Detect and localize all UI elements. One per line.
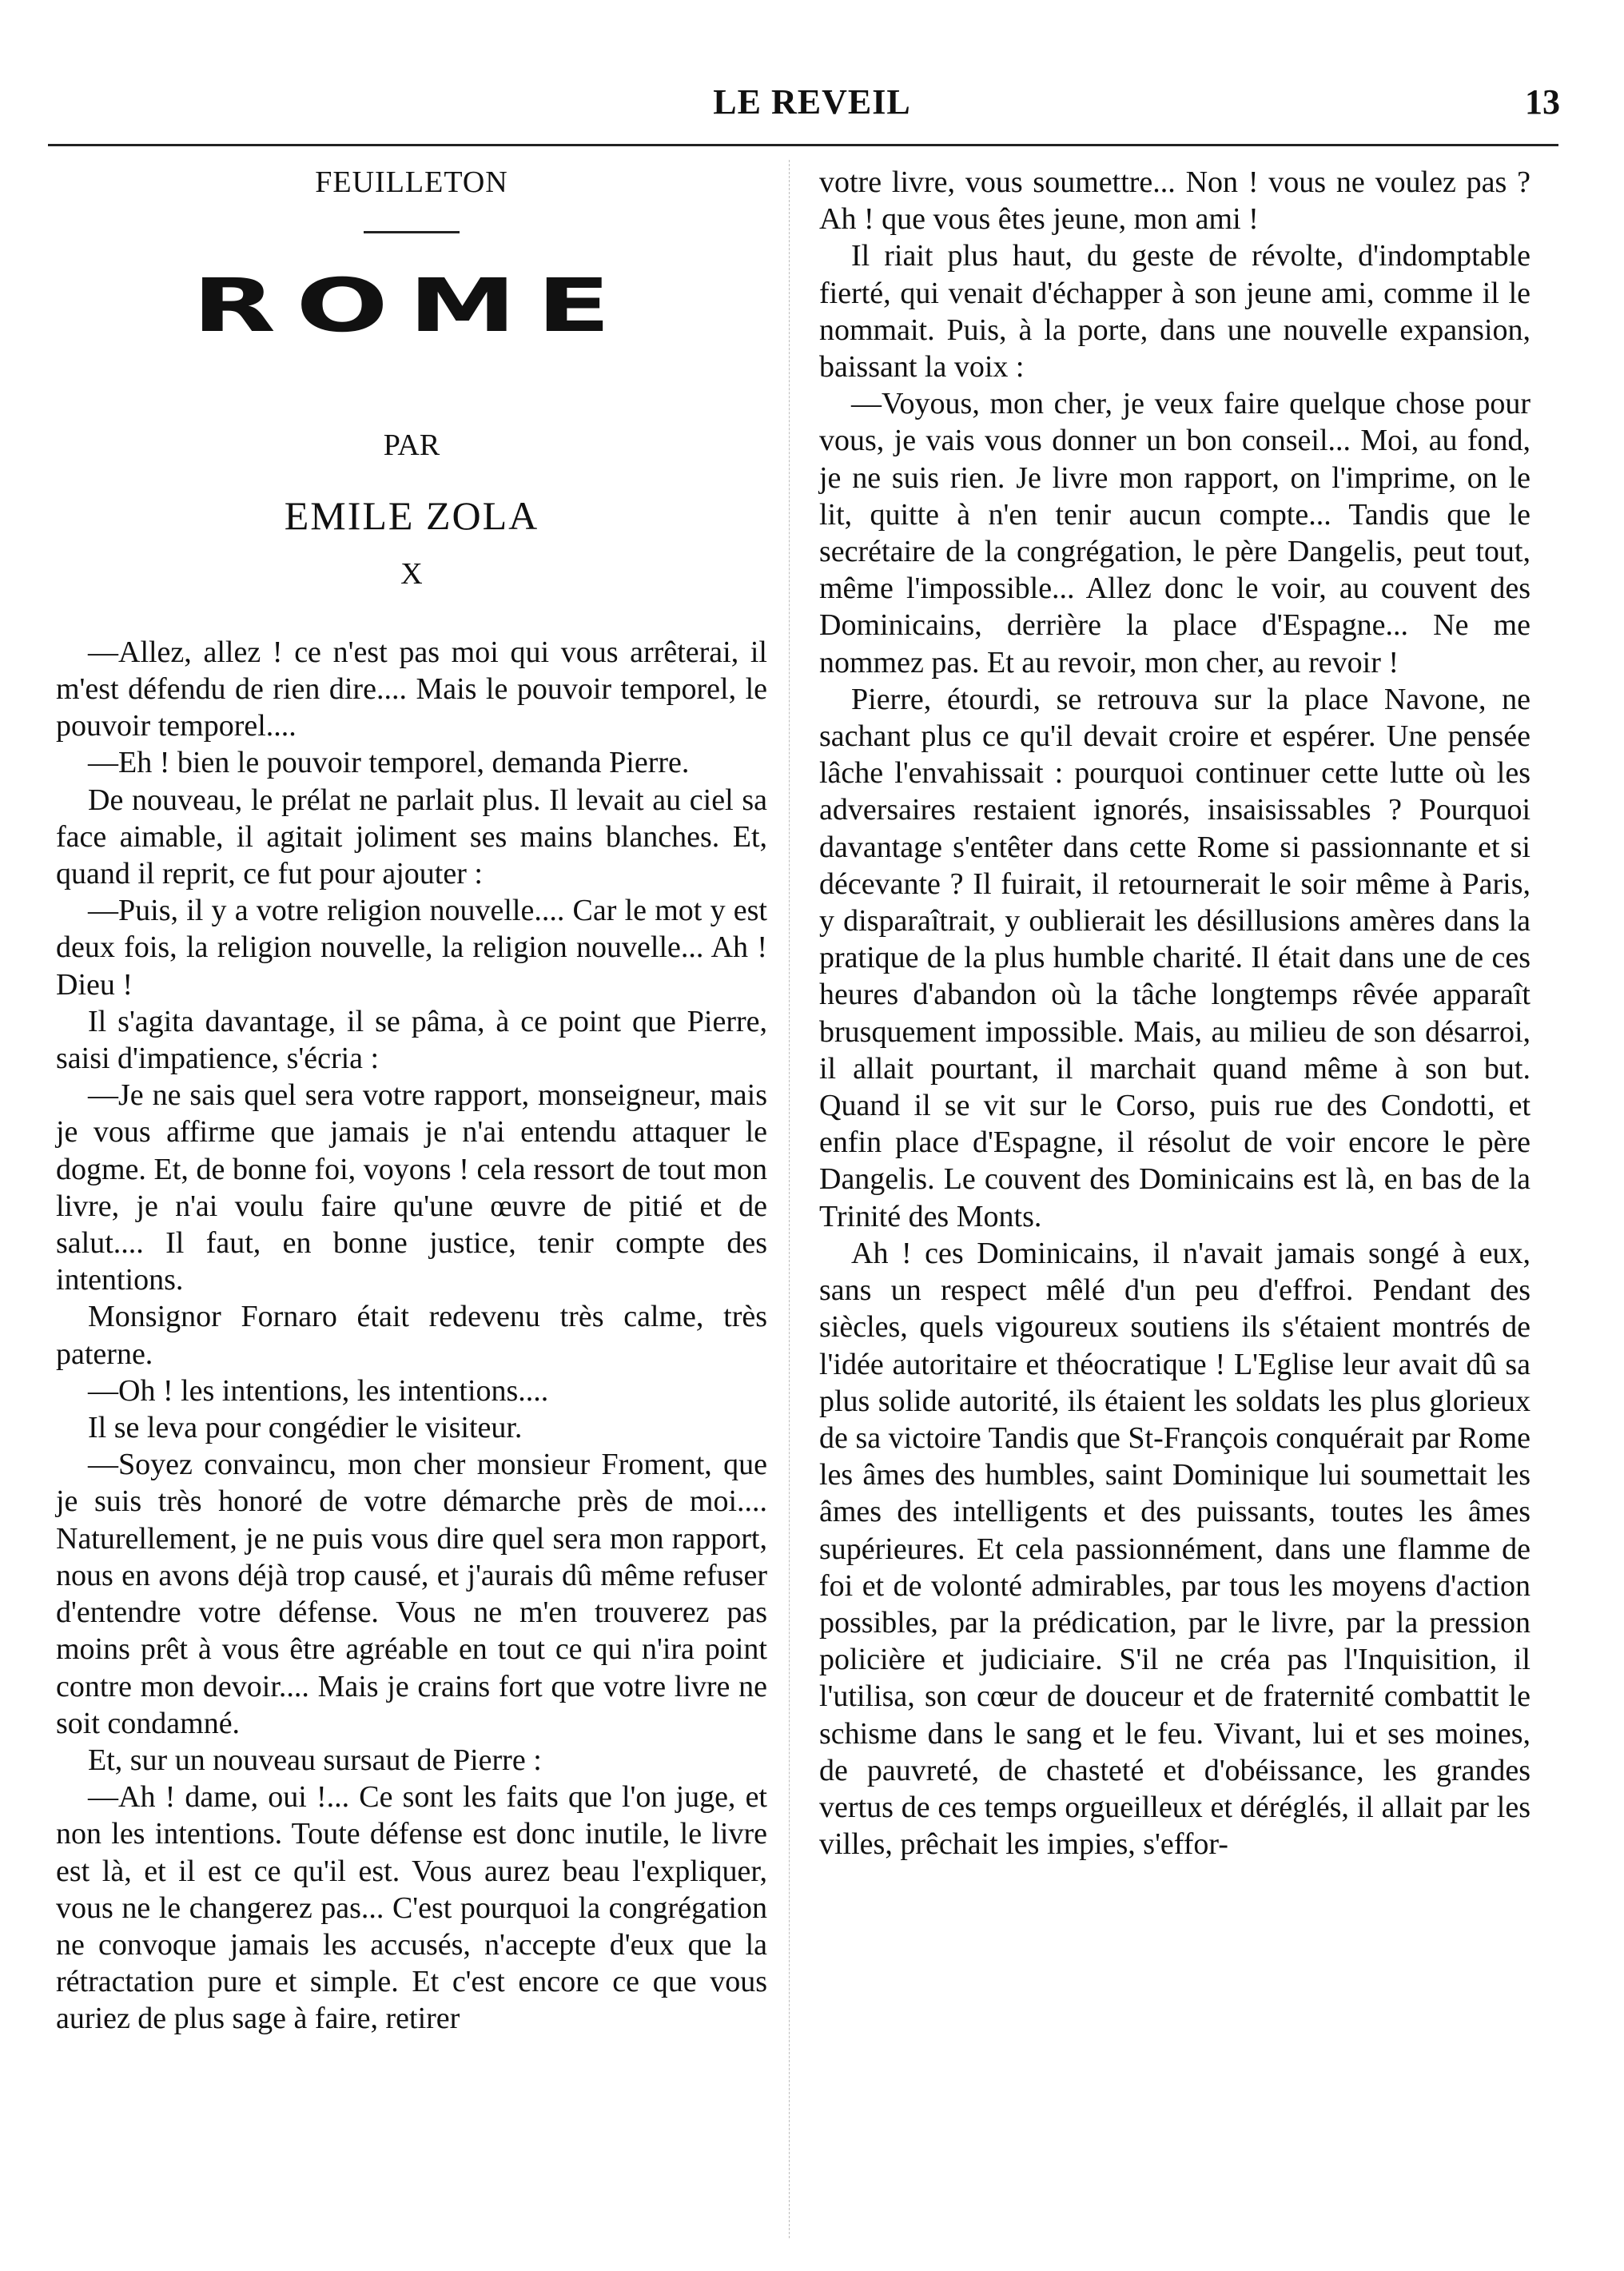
paragraph: —Je ne sais quel sera votre rapport, monseigneur, mais je vous affirme que jamais je n'ai entendu attaquer le dogme. Et, de bonne foi, voyons ! cela ressort de tout mon livre, je n'ai voulu faire qu'une œuvre de pitié et de salut.... Il faut, en bonne justice, tenir compte des intentions. (56, 1078, 767, 1297)
paragraph: Ah ! ces Dominicains, il n'avait jamais songé à eux, sans un respect mêlé d'un peu d'effroi. Pendant des siècles, quels vigoureux soutiens ils s'étaient montrés de l'idée autoritaire et théocratique ! L'Eglise leur avait dû sa plus solide autorité, ils étaient les soldats les plus glorieux de sa victoire Tandis que St-François conquérait par Rome les âmes des humbles, saint Dominique lui soumettait les âmes des intelligents et des puissants, toutes les âmes supérieures. Et cela passionnément, dans une flamme de foi et de volonté admirables, par tous les moyens d'action possibles, par la prédication, par le livre, par la pression policière et judiciaire. S'il ne créa pas l'Inquisition, il l'utilisa, son cœur de douceur et de fraternité combattit le schisme dans le sang et le feu. Vivant, lui et ses moines, de pauvreté, de chasteté et d'obéissance, les grandes vertus de ces temps orgueilleux et déréglés, il allait par les villes, prêchait les impies, s'effor- (819, 1236, 1530, 1862)
paragraph: —Allez, allez ! ce n'est pas moi qui vous arrêterai, il m'est défendu de rien dire.... Mais le pouvoir temporel, le pouvoir temporel.... (56, 635, 767, 743)
paragraph: —Voyous, mon cher, je veux faire quelque chose pour vous, je vais vous donner un bon conseil... Moi, au fond, je ne suis rien. Je livre mon rapport, on l'imprime, on le lit, quitte à n'en tenir aucun compte... Tandis que le secrétaire de la congrégation, le père Dangelis, peut tout, même l'impossible... Allez donc le voir, au couvent des Dominicains, derrière la place d'Espagne... Ne me nommez pas. Et au revoir, mon cher, au revoir ! (819, 387, 1530, 679)
paragraph: —Eh ! bien le pouvoir temporel, demanda Pierre. (88, 746, 690, 780)
feuilleton-rubric: FEUILLETON (315, 165, 508, 199)
paragraph: Monsignor Fornaro était redevenu très calme, très paterne. (56, 1300, 767, 1371)
byline-author: EMILE ZOLA (284, 493, 539, 539)
paragraph: —Puis, il y a votre religion nouvelle.... Car le mot y est deux fois, la religion nouvelle, la religion nouvelle... Ah ! Dieu ! (56, 894, 767, 1002)
paragraph: Il s'agita davantage, il se pâma, à ce point que Pierre, saisi d'impatience, s'écria : (56, 1004, 767, 1076)
right-column (819, 164, 1530, 1863)
paragraph: Il se leva pour congédier le visiteur. (88, 1411, 523, 1445)
running-head (0, 82, 1624, 137)
paragraph: Et, sur un nouveau sursaut de Pierre : (88, 1743, 542, 1777)
rubric-rule (364, 231, 460, 233)
paragraph: —Oh ! les intentions, les intentions.... (88, 1373, 549, 1408)
chapter-number: X (400, 556, 423, 591)
paragraph-continuation: votre livre, vous soumettre... Non ! vous ne voulez pas ? Ah ! que vous êtes jeune, mon ami ! (819, 165, 1530, 237)
left-column (56, 164, 767, 2038)
column-divider (789, 160, 790, 2238)
paragraph: —Soyez convaincu, mon cher monsieur Froment, que je suis très honoré de votre démarche près de moi.... Naturellement, je ne puis vous dire quel sera mon rapport, nous en avons déjà trop causé, et j'aurais dû même refuser d'entendre votre défense. Vous ne m'en trouverez pas moins prêt à vous être agréable en tout ce qui n'ira point contre mon devoir.... Mais je crains fort que votre livre ne soit condamné. (56, 1448, 767, 1740)
byline-par: PAR (383, 428, 440, 463)
header-rule (48, 144, 1558, 146)
paragraph: —Ah ! dame, oui !... Ce sont les faits que l'on juge, et non les intentions. Toute défense est donc inutile, le livre est là, et il est ce qu'il est. Vous aurez beau l'expliquer, vous ne le changerez pas... C'est pourquoi la congrégation ne convoque jamais les accusés, n'accepte d'eux que la rétractation pure et simple. Et c'est encore ce que vous auriez de plus sage à faire, retirer (56, 1780, 767, 2036)
serial-title: ROME (192, 262, 631, 349)
paragraph: Il riait plus haut, du geste de révolte, d'indomptable fierté, qui venait d'échapper à son jeune ami, comme il le nommait. Puis, à la porte, dans une nouvelle expansion, baissant la voix : (819, 239, 1530, 384)
page-number: 13 (1525, 82, 1560, 122)
paragraph: Pierre, étourdi, se retrouva sur la place Navone, ne sachant plus ce qu'il devait croire et espérer. Une pensée lâche l'envahissait : pourquoi continuer cette lutte où les adversaires restaient ignorés, insaisissables ? Pourquoi davantage s'entêter dans cette Rome si passionnante et si décevante ? Il fuirait, il retournerait le soir même à Paris, y disparaîtrait, y oublierait les désillusions amères dans la pratique de la plus humble charité. Il était dans une de ces heures d'abandon où la tâche longtemps rêvée apparaît brusquement impossible. Mais, au milieu de son désarroi, il allait pourtant, il marchait quand même à son but. Quand il se vit sur le Corso, puis rue des Condotti, et enfin place d'Espagne, il résolut de voir encore le père Dangelis. Le couvent des Dominicains est là, en bas de la Trinité des Monts. (819, 682, 1530, 1233)
paragraph: De nouveau, le prélat ne parlait plus. Il levait au ciel sa face aimable, il agitait joliment ses mains blanches. Et, quand il reprit, ce fut pour ajouter : (56, 783, 767, 891)
journal-title: LE REVEIL (713, 82, 911, 122)
